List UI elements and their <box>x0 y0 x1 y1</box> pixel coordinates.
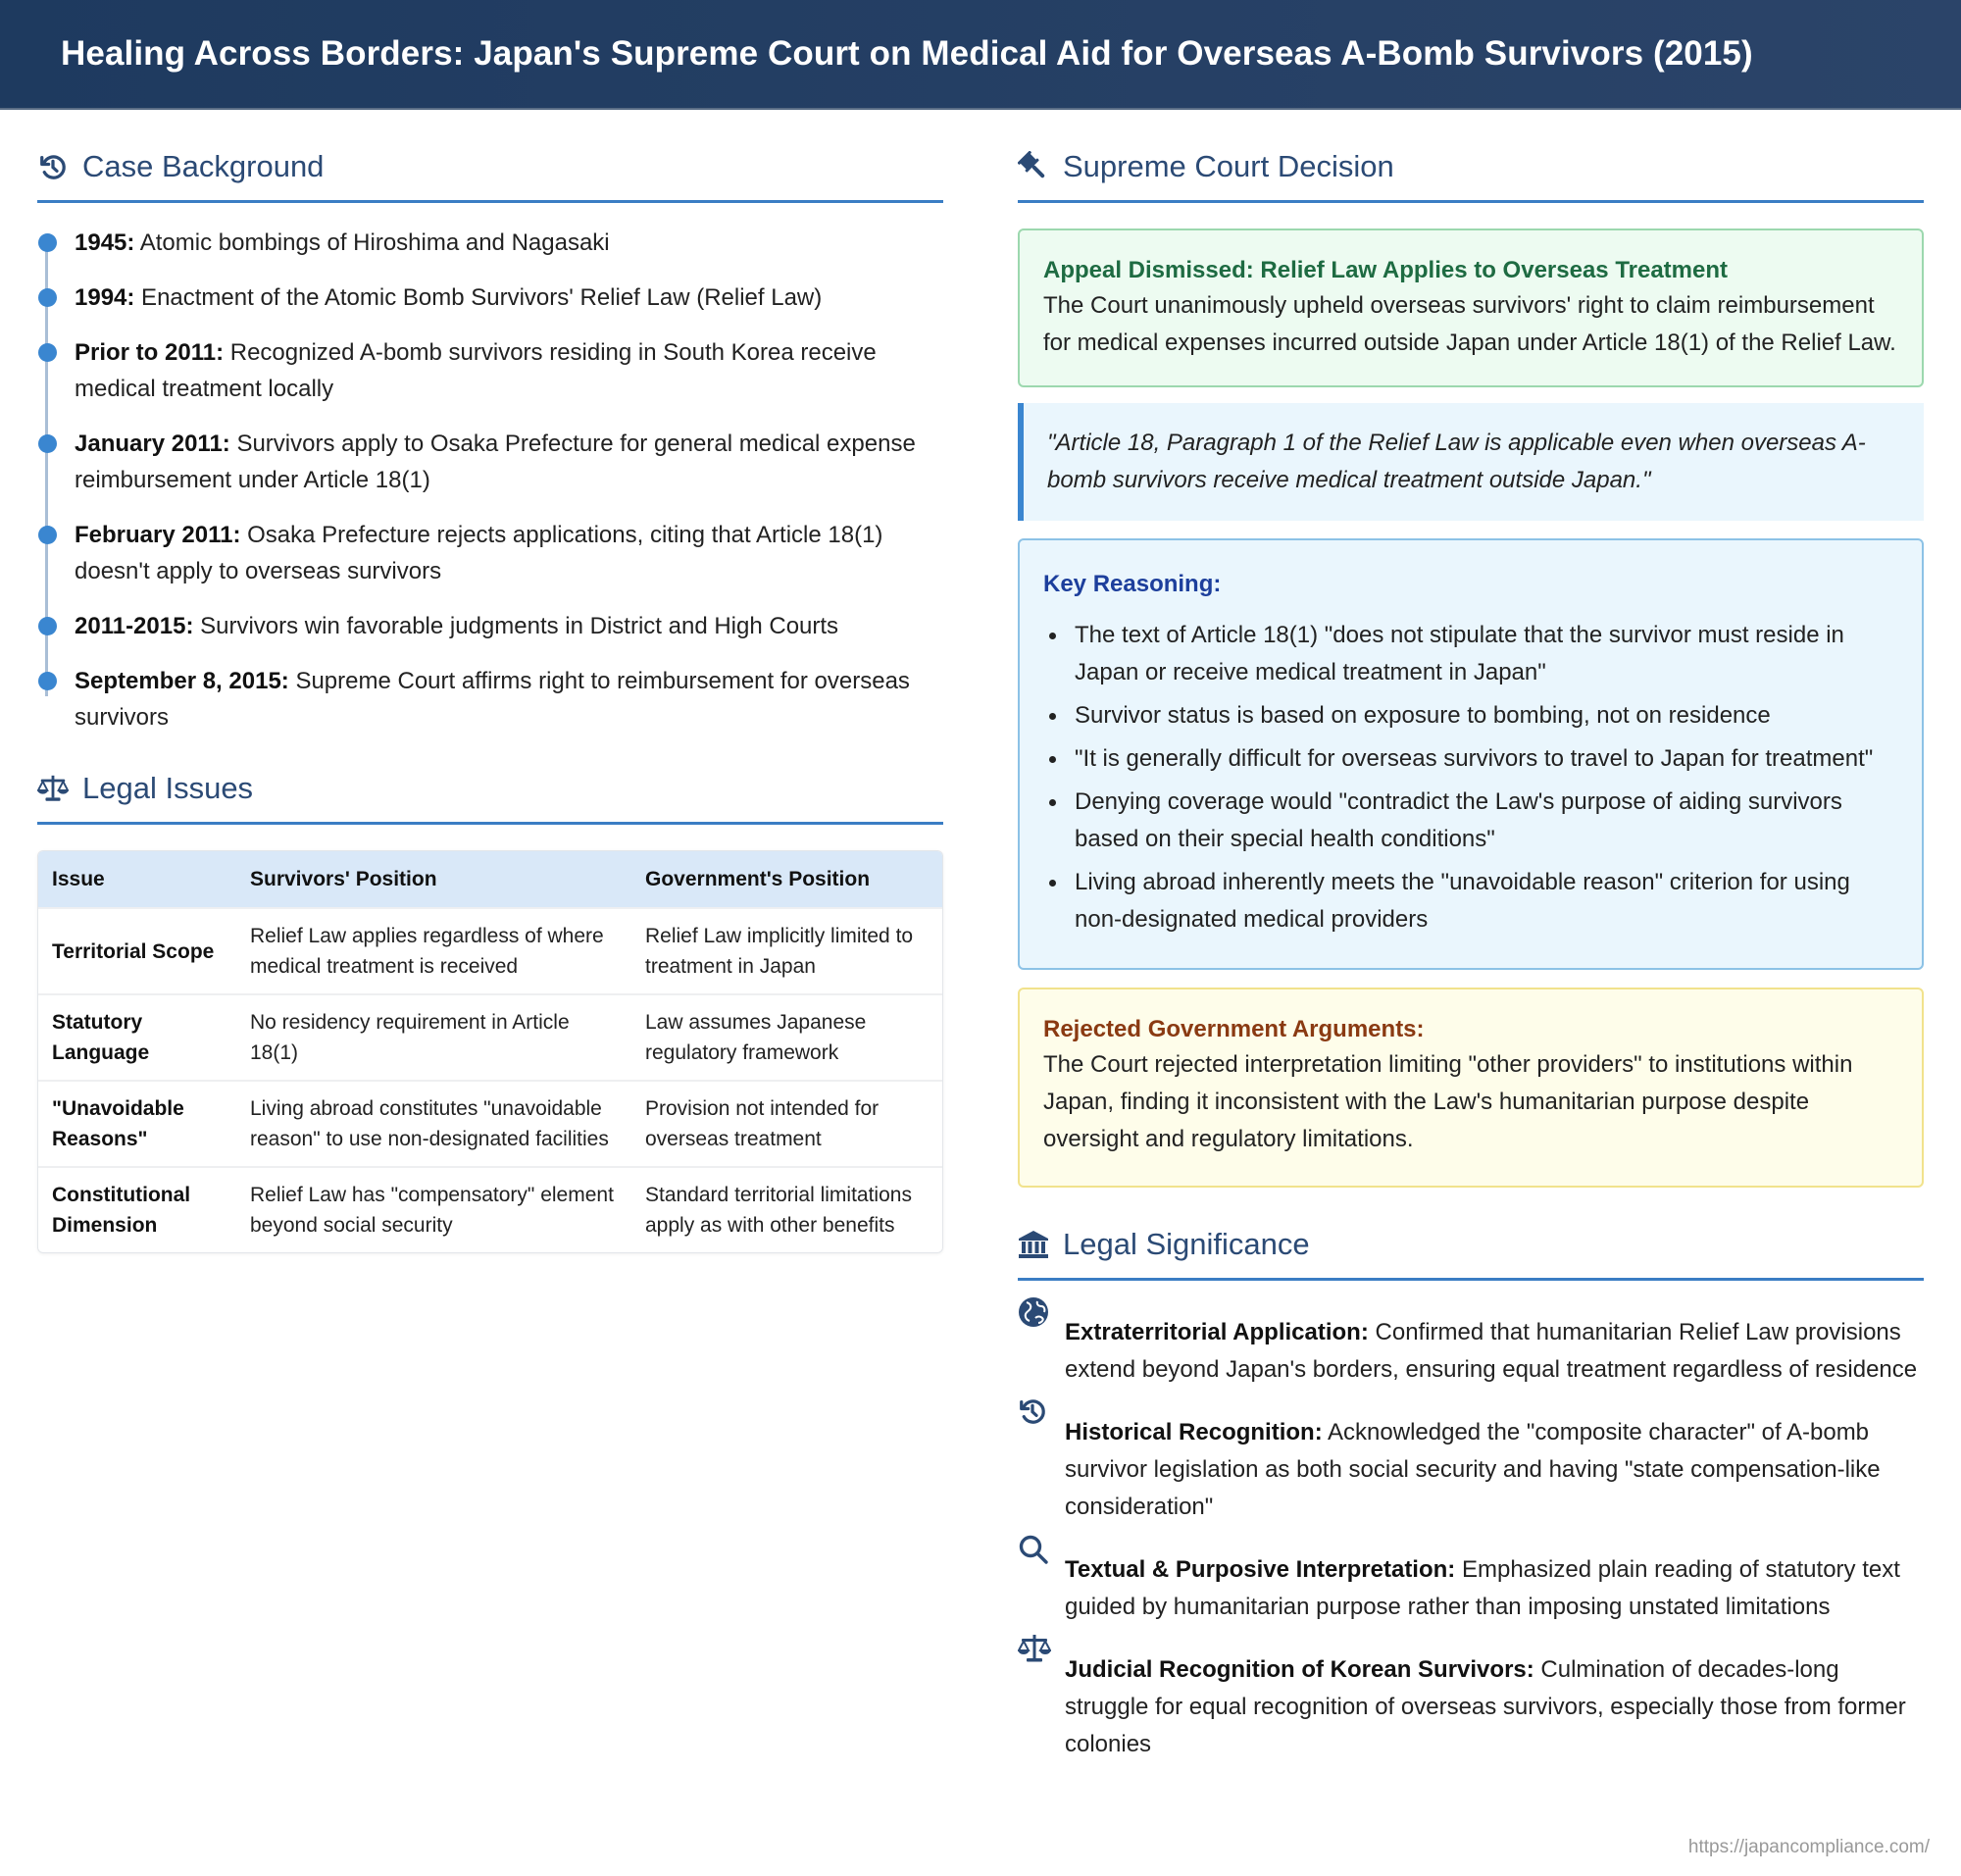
history-icon <box>1018 1396 1049 1428</box>
page-header <box>0 0 1961 110</box>
significance-text: Acknowledged the "composite character" of A-bomb survivor legislation as both social security and having "state compensation-like consideration" <box>1065 1419 1881 1520</box>
significance-list <box>1018 1302 1924 1763</box>
government-position-cell: Standard territorial limitations apply as with other benefits <box>631 1167 942 1252</box>
timeline-text: Atomic bombings of Hiroshima and Nagasaki <box>134 229 610 256</box>
timeline-dot <box>38 526 57 544</box>
reasoning-item: The text of Article 18(1) "does not stipulate that the survivor must reside in Japan or receive medical treatment in Japan" <box>1043 617 1898 691</box>
timeline-item <box>75 426 943 498</box>
page-title: Healing Across Borders: Japan's Supreme Court on Medical Aid for Overseas A-Bomb Survivors (2015) <box>61 34 1753 73</box>
survivors-position-cell: Relief Law applies regardless of where medical treatment is received <box>236 908 631 994</box>
timeline-dot <box>38 617 57 635</box>
issue-cell: Statutory Language <box>38 994 236 1081</box>
significance-label: Judicial Recognition of Korean Survivors: <box>1065 1656 1534 1683</box>
timeline-text: Supreme Court affirms right to reimbursement for overseas survivors <box>75 668 910 731</box>
timeline-item <box>75 334 943 407</box>
reasoning-item: "It is generally difficult for overseas survivors to travel to Japan for treatment" <box>1043 740 1898 778</box>
table-row <box>38 908 942 994</box>
timeline-text: Survivors win favorable judgments in District and High Courts <box>193 613 839 639</box>
government-position-cell: Law assumes Japanese regulatory framework <box>631 994 942 1081</box>
footer-url[interactable]: https://japancompliance.com/ <box>1687 1837 1930 1857</box>
significance-label: Textual & Purposive Interpretation: <box>1065 1556 1456 1583</box>
timeline <box>37 225 943 735</box>
timeline-text: Enactment of the Atomic Bomb Survivors' Relief Law (Relief Law) <box>134 284 823 311</box>
decision-header <box>1018 149 1924 203</box>
timeline-item <box>75 663 943 735</box>
ruling-box <box>1018 228 1924 387</box>
timeline-dot <box>38 672 57 690</box>
ruling-quote: "Article 18, Paragraph 1 of the Relief Law is applicable even when overseas A-bomb survivors receive medical treatment outside Japan." <box>1018 403 1924 521</box>
survivors-position-cell: Relief Law has "compensatory" element beyond social security <box>236 1167 631 1252</box>
column-header: Survivors' Position <box>236 851 631 908</box>
timeline-dot <box>38 288 57 307</box>
gavel-icon <box>1018 151 1049 182</box>
search-icon <box>1018 1534 1049 1565</box>
timeline-item <box>75 279 943 316</box>
significance-item <box>1018 1640 1924 1763</box>
key-reasoning-box <box>1018 538 1924 970</box>
ruling-text: The Court unanimously upheld overseas survivors' right to claim reimbursement for medical expenses incurred outside Japan under Article 18(1) of the Relief Law. <box>1043 292 1896 356</box>
timeline-text: Survivors apply to Osaka Prefecture for general medical expense reimbursement under Article 18(1) <box>75 431 916 493</box>
section-title: Legal Issues <box>82 771 254 805</box>
significance-item <box>1018 1302 1924 1389</box>
timeline-text: Recognized A-bomb survivors residing in South Korea receive medical treatment locally <box>75 339 877 402</box>
timeline-text: Osaka Prefecture rejects applications, citing that Article 18(1) doesn't apply to overseas survivors <box>75 522 883 584</box>
rejected-text: The Court rejected interpretation limiting "other providers" to institutions within Japan, finding it inconsistent with the Law's humanitarian purpose despite oversight and regulatory limitations. <box>1043 1051 1853 1152</box>
timeline-item <box>75 608 943 644</box>
legal-issues-header <box>37 771 943 825</box>
timeline-date: 1994: <box>75 284 135 311</box>
significance-text: Emphasized plain reading of statutory text guided by humanitarian purpose rather than imposing unstated limitations <box>1065 1556 1900 1620</box>
timeline-item <box>75 517 943 589</box>
significance-item <box>1018 1540 1924 1626</box>
ruling-title: Appeal Dismissed: Relief Law Applies to Overseas Treatment <box>1043 257 1729 283</box>
issue-cell: Constitutional Dimension <box>38 1167 236 1252</box>
legal-issues-table <box>37 850 943 1253</box>
left-column <box>37 110 943 1777</box>
right-column <box>1018 110 1924 1777</box>
timeline-date: February 2011: <box>75 522 241 548</box>
significance-text: Culmination of decades-long struggle for equal recognition of overseas survivors, especially those from former colonies <box>1065 1656 1906 1757</box>
timeline-date: Prior to 2011: <box>75 339 225 366</box>
timeline-date: 1945: <box>75 229 135 256</box>
significance-text: Confirmed that humanitarian Relief Law provisions extend beyond Japan's borders, ensuring equal treatment regardless of residence <box>1065 1319 1918 1383</box>
section-title: Legal Significance <box>1063 1227 1310 1261</box>
table-row <box>38 1081 942 1167</box>
landmark-icon <box>1018 1229 1049 1260</box>
significance-label: Extraterritorial Application: <box>1065 1319 1369 1345</box>
government-position-cell: Relief Law implicitly limited to treatment in Japan <box>631 908 942 994</box>
table-header-row <box>38 851 942 908</box>
timeline-dot <box>38 343 57 362</box>
timeline-date: September 8, 2015: <box>75 668 289 694</box>
case-background-header <box>37 149 943 203</box>
government-position-cell: Provision not intended for overseas treatment <box>631 1081 942 1167</box>
history-icon <box>37 151 69 182</box>
scales-icon <box>1018 1634 1049 1665</box>
section-title: Case Background <box>82 149 325 183</box>
table-row <box>38 994 942 1081</box>
timeline-dot <box>38 233 57 252</box>
rejected-title: Rejected Government Arguments: <box>1043 1016 1425 1042</box>
section-title: Supreme Court Decision <box>1063 149 1394 183</box>
issue-cell: "Unavoidable Reasons" <box>38 1081 236 1167</box>
rejected-arguments-box <box>1018 988 1924 1188</box>
reasoning-item: Denying coverage would "contradict the Law's purpose of aiding survivors based on their special health conditions" <box>1043 784 1898 858</box>
significance-label: Historical Recognition: <box>1065 1419 1323 1445</box>
column-header: Issue <box>38 851 236 908</box>
issue-cell: Territorial Scope <box>38 908 236 994</box>
survivors-position-cell: Living abroad constitutes "unavoidable reason" to use non-designated facilities <box>236 1081 631 1167</box>
key-reasoning-list <box>1043 617 1898 938</box>
legal-significance-header <box>1018 1227 1924 1281</box>
column-header: Government's Position <box>631 851 942 908</box>
timeline-date: 2011-2015: <box>75 613 194 639</box>
scales-icon <box>37 773 69 804</box>
survivors-position-cell: No residency requirement in Article 18(1) <box>236 994 631 1081</box>
timeline-date: January 2011: <box>75 431 230 457</box>
timeline-dot <box>38 434 57 453</box>
table-row <box>38 1167 942 1252</box>
timeline-item <box>75 225 943 261</box>
significance-item <box>1018 1402 1924 1526</box>
reasoning-item: Living abroad inherently meets the "unavoidable reason" criterion for using non-designated medical providers <box>1043 864 1898 938</box>
key-reasoning-title: Key Reasoning: <box>1043 571 1222 597</box>
reasoning-item: Survivor status is based on exposure to bombing, not on residence <box>1043 697 1898 735</box>
globe-icon <box>1018 1296 1049 1328</box>
